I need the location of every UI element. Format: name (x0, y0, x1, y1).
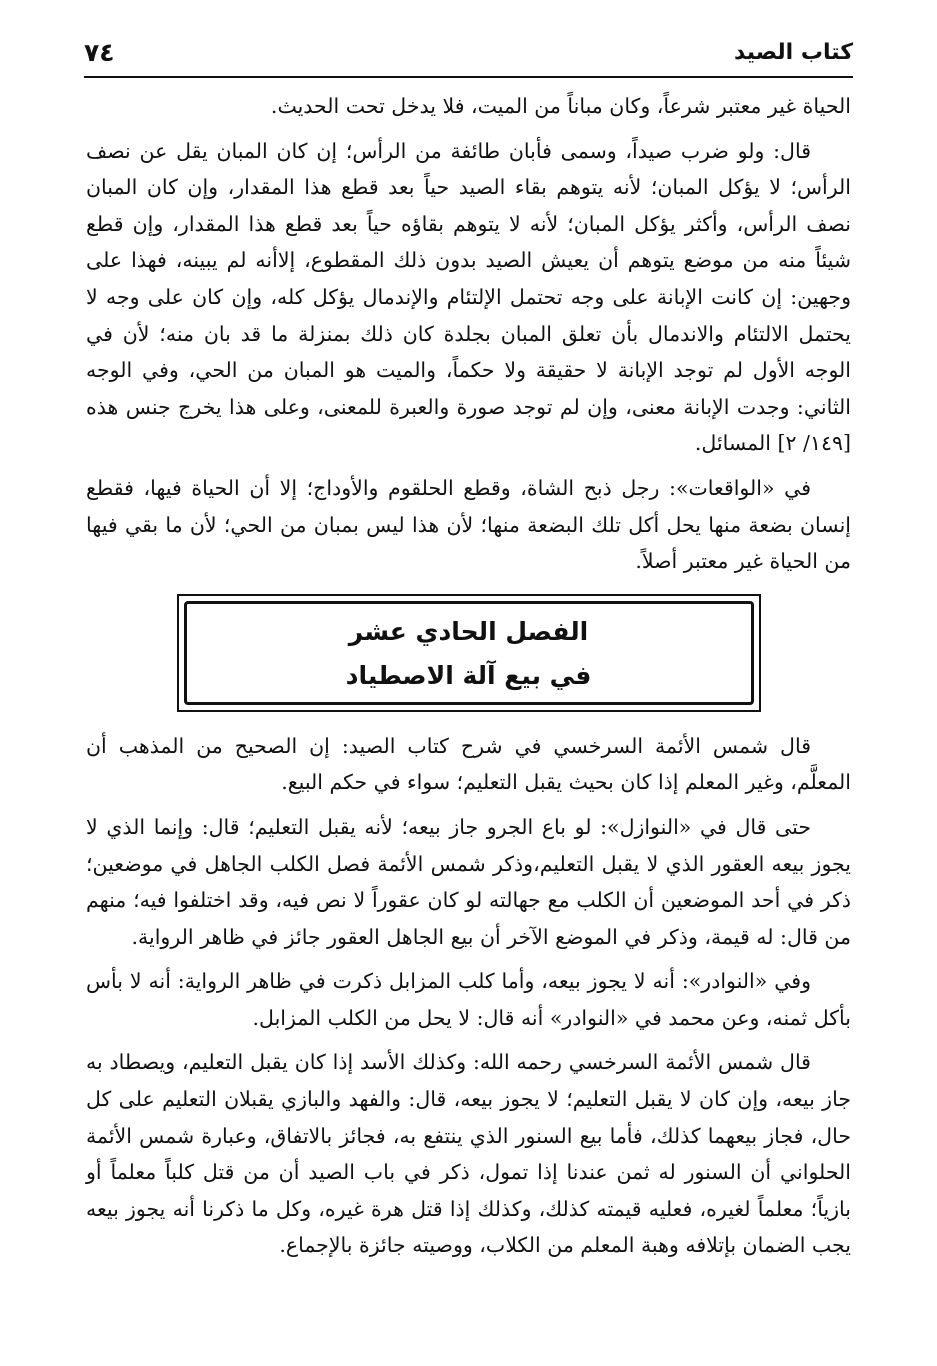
paragraph: قال: ولو ضرب صيداً، وسمى فأبان طائفة من الرأس؛ إن كان المبان يقل عن نصف الرأس؛ لا يؤكل المبان؛ لأنه يتوهم بقاء الصيد حياً بعد قطع هذا المقدار، وإن كان المبان نصف الرأس، وأكثر يؤكل المبان؛ لأنه لا يتوهم بقاؤه حياً بعد قطع هذا المقدار، وإن قطع شيئاً منه من موضع يتوهم أن يعيش الصيد بدون ذلك المقطوع، إلاأنه لم يبينه، فهذا على وجهين: إن كانت الإبانة على وجه تحتمل الإلتئام والإندمال يؤكل كله، وإن كان على وجه لا يحتمل الالتئام والاندمال بأن تعلق المبان بجلدة كان ذلك بمنزلة ما قد بان منه؛ لأن في الوجه الأول لم توجد الإبانة لا حقيقة ولا حكماً، والميت هو المبان من الحي، وفي الوجه الثاني: وجدت الإبانة معنى، وإن لم توجد صورة والعبرة للمعنى، وعلى هذا يخرج جنس هذه [١٤٩/ ٢] المسائل. (86, 138, 851, 456)
page-header (84, 34, 853, 70)
page-number: ٧٤ (84, 37, 115, 67)
paragraph: قال شمس الأئمة السرخسي في شرح كتاب الصيد: إن الصحيح من المذهب أن المعلَّم، وغير المعلم إذا كان بحيث يقبل التعليم؛ سواء في حكم البيع. (86, 733, 851, 795)
page-content (86, 88, 851, 1272)
paragraph: وفي «النوادر»: أنه لا يجوز بيعه، وأما كلب المزابل ذكرت في ظاهر الرواية: أنه لا بأس بأكل ثمنه، وعن محمد في «النوادر» أنه قال: لا يحل من الكلب المزابل. (86, 969, 851, 1030)
paragraph: الحياة غير معتبر شرعاً، وكان مباناً من الميت، فلا يدخل تحت الحديث. (270, 94, 851, 118)
chapter-number: الفصل الحادي عشر (348, 616, 589, 646)
chapter-heading-box (177, 594, 761, 712)
book-title: كتاب الصيد (734, 39, 853, 65)
paragraph: في «الواقعات»: رجل ذبح الشاة، وقطع الحلقوم والأوداج؛ إلا أن الحياة فيها، فقطع إنسان بضعة منها يحل أكل تلك البضعة منها؛ لأن هذا ليس بمبان من الحي؛ لأن ما بقي فيها من الحياة غير معتبر أصلاً. (86, 475, 851, 574)
header-rule (84, 76, 853, 78)
chapter-title: في بيع آلة الاصطياد (345, 660, 592, 690)
paragraph: قال شمس الأئمة السرخسي رحمه الله: وكذلك الأسد إذا كان يقبل التعليم، ويصطاد به جاز بيعه، وإن كان لا يقبل التعليم؛ لا يجوز بيعه، قال: والفهد والبازي يقبلان التعليم على كل حال، فجاز بيعهما كذلك، فأما بيع السنور الذي ينتفع به، فجائز بالاتفاق، وعبارة شمس الأئمة الحلواني أن السنور له ثمن عندنا إذا تمول، ذكر في باب الصيد أن من قتل كلباً معلماً أو بازياً؛ معلماً لغيره، فعليه قيمته كذلك، وكذلك إذا قتل هرة غيره، وكل ما ذكرنا أنه يجوز بيعه يجب الضمان بإتلافه وهبة المعلم من الكلاب، ووصيته جائزة بالإجماع. (86, 1050, 851, 1258)
paragraph: حتى قال في «النوازل»: لو باع الجرو جاز بيعه؛ لأنه يقبل التعليم؛ قال: وإنما الذي لا يجوز بيعه العقور الذي لا يقبل التعليم،وذكر شمس الأئمة فصل الكلب الجاهل في موضعين؛ ذكر في أحد الموضعين أن الكلب مع جهالته لو كان عقوراً لا نص فيه، وقد اختلفوا فيه؛ منهم من قال: له قيمة، وذكر في الموضع الآخر أن بيع الجاهل العقور جائز في ظاهر الرواية. (86, 814, 851, 949)
